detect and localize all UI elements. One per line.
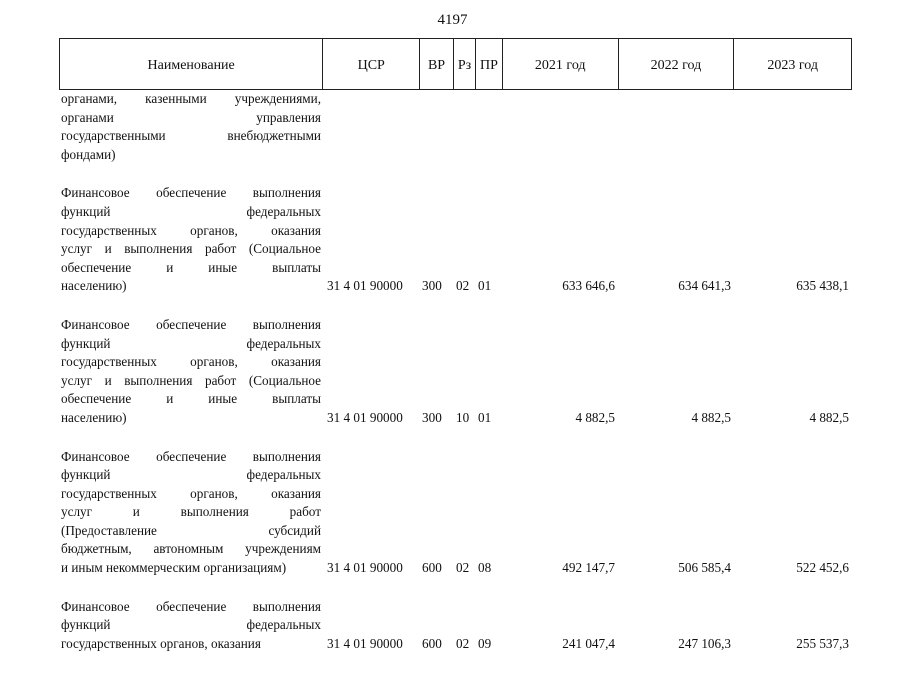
row-name-line: (Предоставление субсидий bbox=[61, 522, 321, 538]
row-name-line: обеспечение и иные выплаты bbox=[61, 259, 321, 275]
header-2023: 2023 год bbox=[767, 58, 818, 73]
row-name-line: Финансовое обеспечение выполнения bbox=[61, 448, 321, 464]
row-name-line: государственными внебюджетными bbox=[61, 128, 321, 144]
row-name-line: функций федеральных bbox=[61, 617, 321, 633]
row-name-line: услуг и выполнения работ (Социальное bbox=[61, 372, 321, 388]
row-name-line: услуг и выполнения работ bbox=[61, 504, 321, 520]
row-name-line: органами, казенными учреждениями, bbox=[61, 91, 321, 106]
row-2021: 633 646,6 bbox=[562, 278, 615, 294]
row-name-line: функций федеральных bbox=[61, 467, 321, 483]
row-name-line: функций федеральных bbox=[61, 335, 321, 351]
row-2022: 634 641,3 bbox=[678, 278, 731, 294]
row-name-line: Финансовое обеспечение выполнения bbox=[61, 598, 321, 614]
header-2022: 2022 год bbox=[619, 39, 735, 89]
row-name-line: государственных органов, оказания bbox=[61, 635, 261, 651]
row-csr: 31 4 01 90000 bbox=[327, 635, 403, 651]
row-name bbox=[59, 598, 321, 654]
row-name bbox=[59, 448, 321, 578]
table-header bbox=[59, 38, 852, 90]
table-row bbox=[59, 90, 852, 164]
header-2021: 2021 год bbox=[503, 39, 619, 89]
row-name-line: функций федеральных bbox=[61, 203, 321, 219]
row-csr: 31 4 01 90000 bbox=[327, 560, 403, 576]
header-rz: Рз bbox=[454, 39, 476, 89]
row-pr: 01 bbox=[478, 278, 492, 294]
row-csr: 31 4 01 90000 bbox=[327, 409, 403, 425]
row-2023: 522 452,6 bbox=[796, 560, 849, 576]
row-name bbox=[59, 90, 321, 164]
header-pr: ПР bbox=[476, 39, 503, 89]
row-name bbox=[59, 316, 321, 428]
row-vr: 300 bbox=[422, 409, 442, 425]
row-name-line: населению) bbox=[61, 278, 127, 294]
row-name-line: фондами) bbox=[61, 146, 116, 162]
row-rz: 02 bbox=[456, 560, 470, 576]
row-name-line: бюджетным, автономным учреждениям bbox=[61, 541, 321, 557]
row-rz: 02 bbox=[456, 635, 470, 651]
row-vr: 300 bbox=[422, 278, 442, 294]
row-vr: 600 bbox=[422, 560, 442, 576]
row-2022: 506 585,4 bbox=[678, 560, 731, 576]
row-2021: 241 047,4 bbox=[562, 635, 615, 651]
row-name bbox=[59, 184, 321, 296]
row-name-line: населению) bbox=[61, 409, 127, 425]
table-row bbox=[59, 598, 852, 654]
row-2021: 4 882,5 bbox=[575, 409, 615, 425]
table-row bbox=[59, 448, 852, 578]
row-name-line: Финансовое обеспечение выполнения bbox=[61, 316, 321, 332]
row-rz: 10 bbox=[456, 409, 470, 425]
row-name-line: обеспечение и иные выплаты bbox=[61, 391, 321, 407]
row-pr: 01 bbox=[478, 409, 492, 425]
row-name-line: государственных органов, оказания bbox=[61, 222, 321, 238]
row-rz: 02 bbox=[456, 278, 470, 294]
row-name-line: государственных органов, оказания bbox=[61, 485, 321, 501]
header-vr: ВР bbox=[420, 39, 454, 89]
row-2021: 492 147,7 bbox=[562, 560, 615, 576]
row-name-line: услуг и выполнения работ (Социальное bbox=[61, 241, 321, 257]
row-name-line: Финансовое обеспечение выполнения bbox=[61, 185, 321, 201]
table-row bbox=[59, 316, 852, 428]
row-2022: 4 882,5 bbox=[691, 409, 731, 425]
page-number: 4197 bbox=[437, 12, 468, 28]
table-body bbox=[59, 90, 852, 673]
row-name-line: органами управления bbox=[61, 109, 321, 125]
row-pr: 09 bbox=[478, 635, 492, 651]
row-pr: 08 bbox=[478, 560, 492, 576]
header-csr: ЦСР bbox=[323, 39, 420, 89]
row-2023: 255 537,3 bbox=[796, 635, 849, 651]
row-name-line: государственных органов, оказания bbox=[61, 354, 321, 370]
row-2023: 4 882,5 bbox=[809, 409, 849, 425]
row-csr: 31 4 01 90000 bbox=[327, 278, 403, 294]
row-name-line: и иным некоммерческим организациям) bbox=[61, 560, 287, 576]
table-row bbox=[59, 184, 852, 296]
header-name: Наименование bbox=[60, 39, 323, 89]
row-2023: 635 438,1 bbox=[796, 278, 849, 294]
row-vr: 600 bbox=[422, 635, 442, 651]
row-2022: 247 106,3 bbox=[678, 635, 731, 651]
